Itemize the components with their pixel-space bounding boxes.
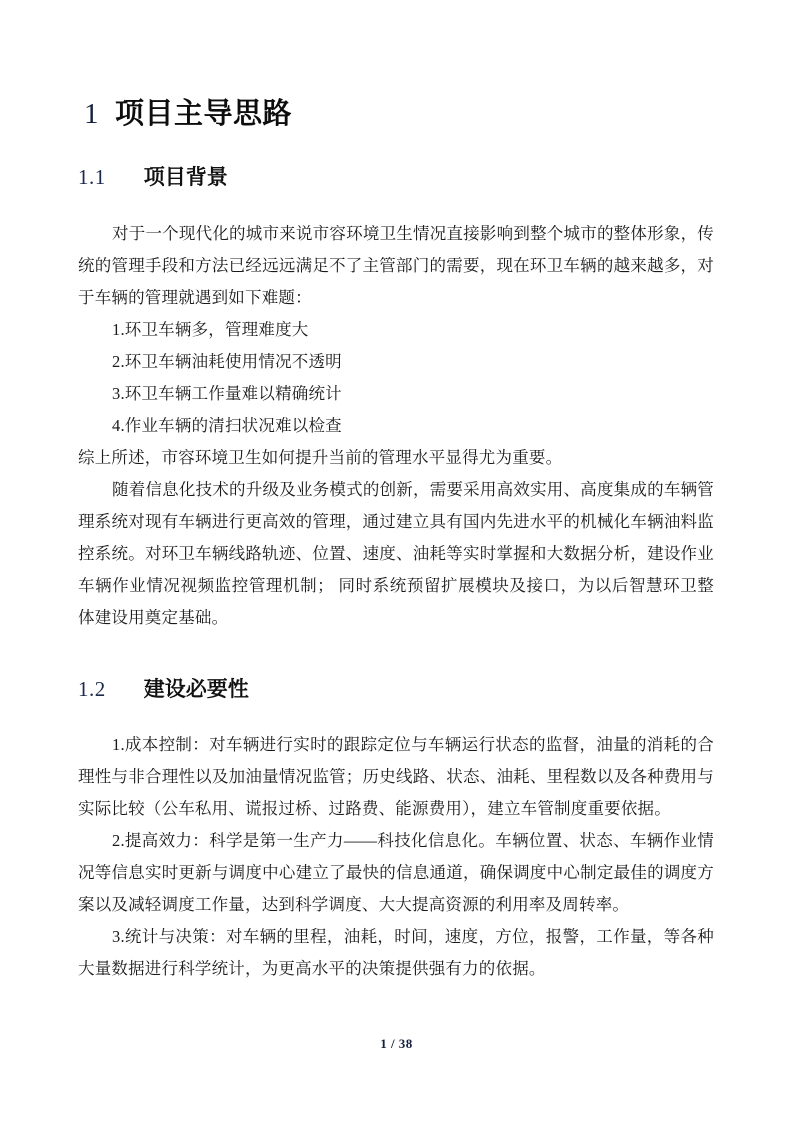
paragraph: 对于一个现代化的城市来说市容环境卫生情况直接影响到整个城市的整体形象，传统的管理手段和方法已经远远满足不了主管部门的需要，现在环卫车辆的越来越多，对于车辆的管理就遇到如下难题： [78, 223, 714, 307]
page-title-text: 项目主导思路 [115, 98, 293, 130]
list-item: 3.环卫车辆工作量难以精确统计 [112, 383, 342, 403]
paragraph: 1.成本控制：对车辆进行实时的跟踪定位与车辆运行状态的监督，油量的消耗的合理性与非合理性以及加油量情况监管；历史线路、状态、油耗、里程数以及各种费用与实际比较（公车私用、谎报过桥、过路费、能源费用），建立车管制度重要依据。 [78, 734, 714, 818]
paragraph: 3.统计与决策：对车辆的里程，油耗，时间，速度，方位，报警，工作量，等各种大量数据进行科学统计，为更高水平的决策提供强有力的依据。 [78, 926, 714, 978]
page-title-number: 1 [84, 98, 99, 130]
page-footer [0, 1036, 793, 1052]
list-item: 4.作业车辆的清扫状况难以检查 [112, 415, 342, 435]
section-number-1-2: 1.2 [78, 676, 106, 701]
spacer-section-1-2-to-body [78, 703, 714, 729]
page-number-label: 1 / 38 [380, 1036, 413, 1051]
page-title [84, 96, 714, 132]
section-number-1-1: 1.1 [78, 165, 106, 190]
page-content [78, 96, 714, 985]
section-heading-1-2 [78, 676, 714, 703]
paragraph: 随着信息化技术的升级及业务模式的创新，需要采用高效实用、高度集成的车辆管理系统对现有车辆进行更高效的管理，通过建立具有国内先进水平的机械化车辆油料监控系统。对环卫车辆线路轨迹、位置、速度、油耗等实时掌握和大数据分析，建设作业车辆作业情况视频监控管理机制； 同时系统预留扩展模块及接口，为以后智慧环卫整体建设用奠定基础。 [78, 479, 714, 627]
paragraph: 综上所述，市容环境卫生如何提升当前的管理水平显得尤为重要。 [78, 447, 563, 467]
list-item: 2.环卫车辆油耗使用情况不透明 [112, 351, 342, 371]
list-item: 1.环卫车辆多，管理难度大 [112, 319, 309, 339]
section-title-1-1: 项目背景 [143, 165, 228, 190]
spacer-before-section-1-2 [78, 634, 714, 676]
section-heading-1-1 [78, 164, 714, 191]
spacer-section-to-body [78, 192, 714, 218]
section-title-1-2: 建设必要性 [143, 676, 249, 701]
spacer-title-to-section [78, 132, 714, 164]
paragraph: 2.提高效力：科学是第一生产力——科技化信息化。车辆位置、状态、车辆作业情况等信息实时更新与调度中心建立了最快的信息通道，确保调度中心制定最佳的调度方案以及减轻调度工作量，达到科学调度、大大提高资源的利用率及周转率。 [78, 830, 714, 914]
